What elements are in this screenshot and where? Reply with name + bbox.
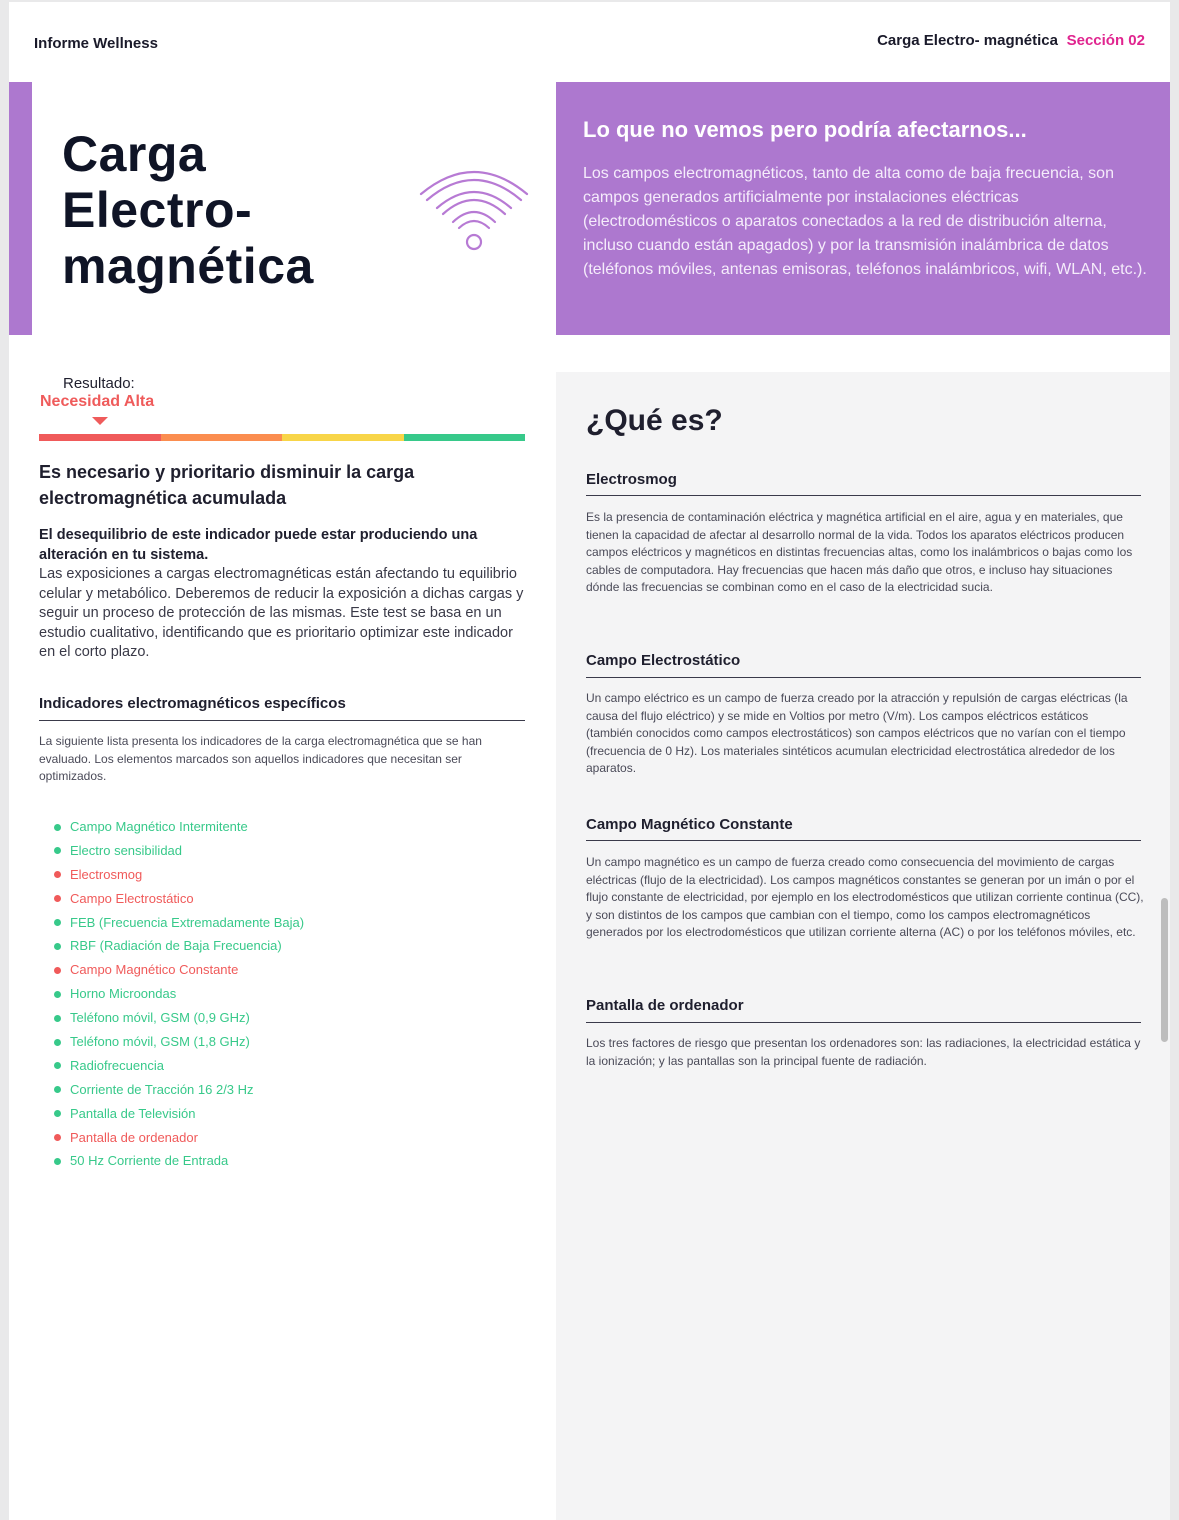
indicator-item xyxy=(54,1078,304,1102)
status-dot-icon xyxy=(54,1039,61,1046)
summary-text: Las exposiciones a cargas electromagnéticas están afectando tu equilibrio celular y metabólico. Deberemos de reducir la exposición a dichas cargas y seguir un proceso de protección de las mismas. Este test se basa en un estudio cualitativo, identificando que es prioritario optimizar este indicador en el corto plazo. xyxy=(39,566,524,660)
indicator-item xyxy=(54,1102,304,1126)
indicators-heading: Indicadores electromagnéticos específicos xyxy=(39,695,346,712)
indicator-item xyxy=(54,911,304,935)
brand-name: Informe Wellness xyxy=(34,35,158,52)
indicator-item xyxy=(54,1149,304,1173)
what-is-panel xyxy=(556,372,1170,1520)
indicator-item xyxy=(54,815,304,839)
indicators-description: La siguiente lista presenta los indicadores de la carga electromagnética que se han evaluado. Los elementos marcados son aquellos indicadores que necesitan ser optimizados. xyxy=(39,734,482,784)
intro-description: Los campos electromagnéticos, tanto de alta como de baja frecuencia, son campos generados artificialmente por instalaciones eléctricas (electrodomésticos o aparatos conectados a la red de distribución alterna, incluso cuando están apagados) y por la transmisión inalámbrica de datos (teléfonos móviles, antenas emisoras, teléfonos inalámbricos, wifi, WLAN, etc.). xyxy=(583,165,1147,278)
summary-bold-text: El desequilibrio de este indicador puede estar produciendo una alteración en tu sistema. xyxy=(39,527,478,563)
scale-segment-medium xyxy=(282,434,404,441)
indicator-label: Pantalla de ordenador xyxy=(70,1129,198,1145)
summary-heading: Es necesario y prioritario disminuir la carga electromagnética acumulada xyxy=(39,462,415,508)
result-label: Resultado: xyxy=(63,375,135,392)
status-dot-icon xyxy=(54,1158,61,1165)
status-dot-icon xyxy=(54,1015,61,1022)
status-dot-icon xyxy=(54,1086,61,1093)
intro-panel xyxy=(556,82,1170,335)
electrosmog-text: Es la presencia de contaminación eléctrica y magnética artificial en el aire, agua y en materiales, que tienen la capacidad de afectar al desarrollo normal de la vida. Todos los aparatos eléctricos producen campos eléctricos y magnéticos en distintas frecuencias altas, como los inalámbricos o bajas como los cables de computadora. Hay frecuencias que hacen más daño que otros, e incluso hay situaciones dónde las frecuencias se combinan como en el caso de la electricidad sucia. xyxy=(586,510,1133,595)
indicator-item xyxy=(54,1054,304,1078)
indicator-label: Electrosmog xyxy=(70,866,143,882)
indicator-item xyxy=(54,1006,304,1030)
computer-screen-text: Los tres factores de riesgo que presentan los ordenadores son: las radiaciones, la electricidad estática y la ionización; y las pantallas son la principal fuente de radiación. xyxy=(586,1036,1141,1068)
indicator-item xyxy=(54,1030,304,1054)
indicator-label: Corriente de Tracción 16 2/3 Hz xyxy=(70,1081,254,1097)
indicator-label: Teléfono móvil, GSM (0,9 GHz) xyxy=(70,1010,250,1026)
status-dot-icon xyxy=(54,943,61,950)
magnetic-constant-text: Un campo magnético es un campo de fuerza creado como consecuencia del movimiento de cargas eléctricas (flujo de la electricidad). Los campos magnéticos constantes se generan por un imán o por el flujo constante de electricidad, por ejemplo en los electrodomésticos que utilizan corriente continua (CC), y son distintos de los campos que cambian con el tiempo, como los campos electromagnéticos generados por los electrodomésticos que utilizan corriente alterna (AC) o por los teléfonos móviles, etc. xyxy=(586,855,1144,940)
what-is-title: ¿Qué es? xyxy=(586,404,723,437)
indicator-label: 50 Hz Corriente de Entrada xyxy=(70,1153,229,1169)
wifi-icon xyxy=(415,164,533,254)
magnetic-constant-divider xyxy=(586,840,1141,841)
indicator-label: Campo Magnético Constante xyxy=(70,962,239,978)
report-page xyxy=(9,2,1170,1520)
status-dot-icon xyxy=(54,1062,61,1069)
status-dot-icon xyxy=(54,991,61,998)
indicators-divider xyxy=(39,720,525,721)
status-dot-icon xyxy=(54,895,61,902)
hero-title-panel xyxy=(9,82,544,335)
section-number: Sección 02 xyxy=(1066,32,1145,49)
electrostatic-heading: Campo Electrostático xyxy=(586,652,741,669)
top-bar xyxy=(9,2,1170,82)
indicator-item xyxy=(54,839,304,863)
status-dot-icon xyxy=(54,824,61,831)
status-dot-icon xyxy=(54,1110,61,1117)
intro-heading: Lo que no vemos pero podría afectarnos... xyxy=(583,117,1027,142)
magnetic-constant-heading: Campo Magnético Constante xyxy=(586,816,793,833)
indicator-label: Pantalla de Televisión xyxy=(70,1105,196,1121)
indicator-item xyxy=(54,1126,304,1150)
indicator-item xyxy=(54,958,304,982)
indicator-label: RBF (Radiación de Baja Frecuencia) xyxy=(70,938,282,954)
status-dot-icon xyxy=(54,847,61,854)
indicator-item xyxy=(54,887,304,911)
electrostatic-divider xyxy=(586,677,1141,678)
scrollbar[interactable] xyxy=(1161,898,1168,1042)
accent-strip xyxy=(9,82,32,335)
scale-marker-icon xyxy=(92,417,108,425)
indicator-label: Horno Microondas xyxy=(70,986,177,1002)
computer-screen-heading: Pantalla de ordenador xyxy=(586,997,744,1014)
indicator-item xyxy=(54,982,304,1006)
indicator-label: Teléfono móvil, GSM (1,8 GHz) xyxy=(70,1034,250,1050)
page-title: Carga Electro- magnética xyxy=(62,126,314,294)
indicator-item xyxy=(54,863,304,887)
result-value: Necesidad Alta xyxy=(40,393,155,410)
electrosmog-heading: Electrosmog xyxy=(586,471,677,488)
section-title: Carga Electro- magnética xyxy=(877,32,1058,49)
indicator-list xyxy=(54,815,304,1173)
electrostatic-text: Un campo eléctrico es un campo de fuerza creado por la atracción y repulsión de cargas eléctricas (la causa del flujo eléctrico) y se mide en Voltios por metro (V/m). Los campos eléctricos estáticos (también conocidos como campos electrostáticos) son campos eléctricos que no varían con el tiempo (frecuencia de 0 Hz). Los materiales sintéticos acumulan electricidad electrostática alrededor de los aparatos. xyxy=(586,691,1128,776)
result-scale xyxy=(39,434,525,441)
indicator-label: Radiofrecuencia xyxy=(70,1057,164,1073)
indicator-label: Electro sensibilidad xyxy=(70,842,183,858)
status-dot-icon xyxy=(54,967,61,974)
scale-segment-low xyxy=(404,434,526,441)
scale-segment-high xyxy=(39,434,161,441)
status-dot-icon xyxy=(54,919,61,926)
electrosmog-divider xyxy=(586,495,1141,496)
indicator-label: Campo Electrostático xyxy=(70,890,194,906)
computer-screen-divider xyxy=(586,1022,1141,1023)
status-dot-icon xyxy=(54,1134,61,1141)
status-dot-icon xyxy=(54,871,61,878)
indicator-label: FEB (Frecuencia Extremadamente Baja) xyxy=(70,914,305,930)
scale-segment-medium-high xyxy=(161,434,283,441)
indicator-item xyxy=(54,934,304,958)
indicator-label: Campo Magnético Intermitente xyxy=(70,819,248,834)
